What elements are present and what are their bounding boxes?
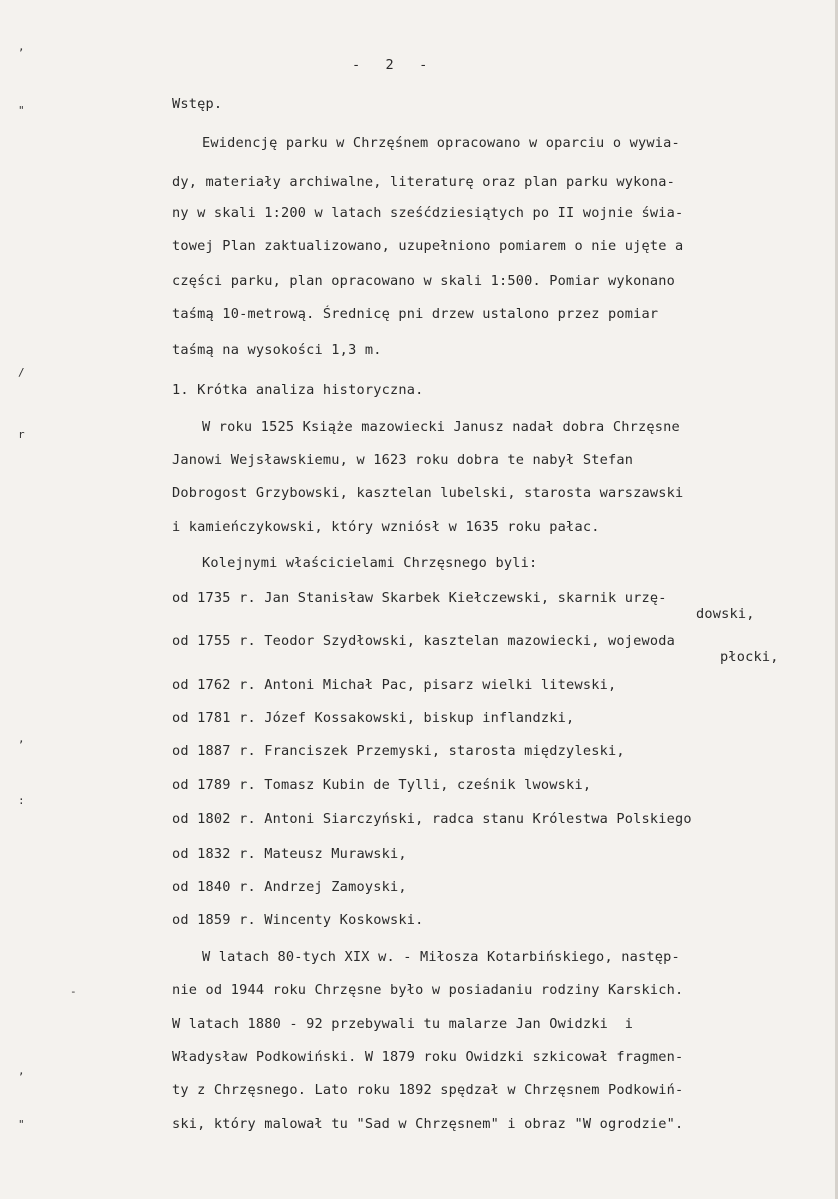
paragraph-line: dy, materiały archiwalne, literaturę oraz plan parku wykona- bbox=[172, 174, 676, 190]
margin-mark: , bbox=[18, 1064, 25, 1077]
owner-list-item: od 1840 r. Andrzej Zamoyski, bbox=[172, 879, 407, 895]
paragraph-line: towej Plan zaktualizowano, uzupełniono pomiarem o nie ujęte a bbox=[172, 238, 684, 254]
margin-mark: : bbox=[18, 794, 25, 807]
paragraph-line: taśmą na wysokości 1,3 m. bbox=[172, 342, 382, 358]
paragraph-line: Janowi Wejsławskiemu, w 1623 roku dobra te nabył Stefan bbox=[172, 452, 634, 468]
owner-list-item-continuation: dowski, bbox=[696, 606, 755, 622]
owner-list-item: od 1832 r. Mateusz Murawski, bbox=[172, 846, 407, 862]
margin-mark: - bbox=[70, 985, 77, 998]
section-heading-history: 1. Krótka analiza historyczna. bbox=[172, 382, 424, 398]
page-number: - 2 - bbox=[352, 57, 428, 73]
paragraph-line: Dobrogost Grzybowski, kasztelan lubelski, starosta warszawski bbox=[172, 485, 684, 501]
paragraph-line: ty z Chrzęsnego. Lato roku 1892 spędzał w Chrzęsnem Podkowiń- bbox=[172, 1082, 684, 1098]
paragraph-line: ski, który malował tu "Sad w Chrzęsnem" i obraz "W ogrodzie". bbox=[172, 1116, 684, 1132]
paragraph-line: Ewidencję parku w Chrzęśnem opracowano w oparciu o wywia- bbox=[202, 135, 680, 151]
paragraph-line: W roku 1525 Książe mazowiecki Janusz nadał dobra Chrzęsne bbox=[202, 419, 680, 435]
margin-mark: , bbox=[18, 732, 25, 745]
paragraph-line: Kolejnymi właścicielami Chrzęsnego byli: bbox=[202, 555, 538, 571]
paragraph-line: W latach 80-tych XIX w. - Miłosza Kotarbińskiego, następ- bbox=[202, 949, 680, 965]
margin-mark: " bbox=[18, 104, 25, 117]
paragraph-line: i kamieńczykowski, który wzniósł w 1635 roku pałac. bbox=[172, 519, 600, 535]
margin-mark: / bbox=[18, 366, 25, 379]
owner-list-item-continuation: płocki, bbox=[720, 649, 779, 665]
margin-mark: , bbox=[18, 40, 25, 53]
owner-list-item: od 1859 r. Wincenty Koskowski. bbox=[172, 912, 424, 928]
owner-list-item: od 1762 r. Antoni Michał Pac, pisarz wielki litewski, bbox=[172, 677, 617, 693]
owner-list-item: od 1789 r. Tomasz Kubin de Tylli, cześnik lwowski, bbox=[172, 777, 592, 793]
paragraph-line: części parku, plan opracowano w skali 1:500. Pomiar wykonano bbox=[172, 273, 676, 289]
margin-mark: " bbox=[18, 1118, 25, 1131]
paragraph-line: W latach 1880 - 92 przebywali tu malarze Jan Owidzki i bbox=[172, 1016, 634, 1032]
margin-mark: r bbox=[18, 428, 25, 441]
paragraph-line: taśmą 10-metrową. Średnicę pni drzew ustalono przez pomiar bbox=[172, 306, 659, 322]
paragraph-line: Władysław Podkowiński. W 1879 roku Owidzki szkicował fragmen- bbox=[172, 1049, 684, 1065]
paragraph-line: nie od 1944 roku Chrzęsne było w posiadaniu rodziny Karskich. bbox=[172, 982, 684, 998]
paragraph-line: ny w skali 1:200 w latach sześćdziesiątych po II wojnie świa- bbox=[172, 205, 684, 221]
owner-list-item: od 1781 r. Józef Kossakowski, biskup inflandzki, bbox=[172, 710, 575, 726]
section-heading-introduction: Wstęp. bbox=[172, 96, 223, 112]
owner-list-item: od 1802 r. Antoni Siarczyński, radca stanu Królestwa Polskiego bbox=[172, 811, 692, 827]
owner-list-item: od 1735 r. Jan Stanisław Skarbek Kiełczewski, skarnik urzę- bbox=[172, 590, 667, 606]
owner-list-item: od 1755 r. Teodor Szydłowski, kasztelan mazowiecki, wojewoda bbox=[172, 633, 676, 649]
owner-list-item: od 1887 r. Franciszek Przemyski, starosta międzyleski, bbox=[172, 743, 625, 759]
